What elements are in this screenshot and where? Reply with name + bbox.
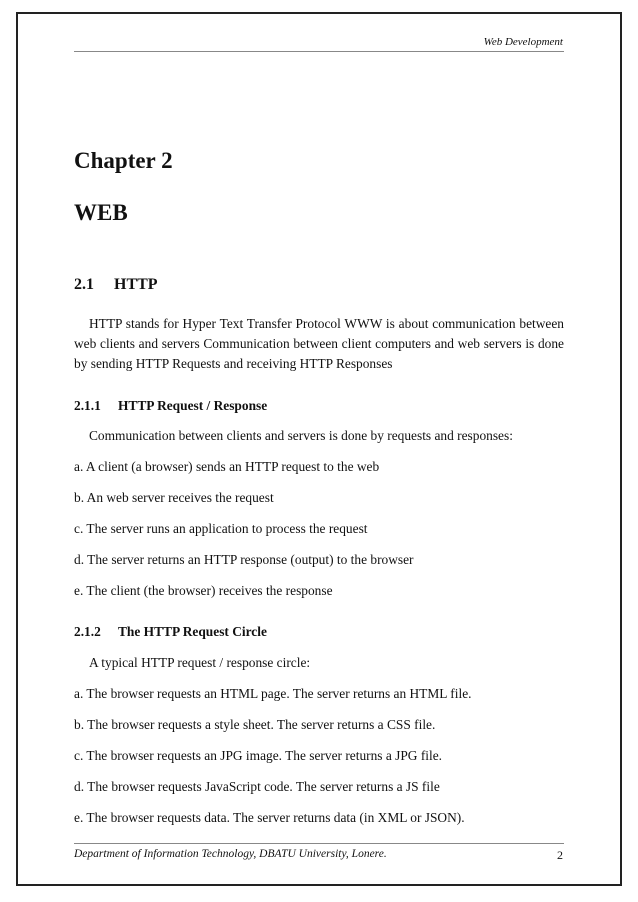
subsection-intro: Communication between clients and servers is done by requests and responses: <box>89 428 513 443</box>
subsection-title: The HTTP Request Circle <box>118 624 267 639</box>
header-rule <box>74 51 564 52</box>
footer-text: Department of Information Technology, DBATU University, Lonere. <box>74 848 387 860</box>
list-item: c. The server runs an application to process the request <box>74 521 368 536</box>
chapter-title: WEB <box>74 200 128 225</box>
chapter-label: Chapter 2 <box>74 148 173 173</box>
list-item: d. The browser requests JavaScript code. The server returns a JS file <box>74 779 440 794</box>
subsection-number: 2.1.2 <box>74 624 101 639</box>
subsection-heading-1 <box>74 398 267 414</box>
section-title: HTTP <box>114 276 158 293</box>
paragraph-text: HTTP stands for Hyper Text Transfer Protocol WWW is about communication between web clients and servers Communication between client computers and web servers is done by sending HTTP Requests and receiving HTTP Responses <box>74 316 564 371</box>
subsection-title: HTTP Request / Response <box>118 398 268 413</box>
running-header: Web Development <box>483 36 563 48</box>
list-item: a. The browser requests an HTML page. The server returns an HTML file. <box>74 686 472 701</box>
list-item: d. The server returns an HTTP response (output) to the browser <box>74 552 414 567</box>
footer-rule <box>74 843 564 844</box>
list-item: b. An web server receives the request <box>74 490 274 505</box>
section-number: 2.1 <box>74 276 94 293</box>
subsection-heading-2 <box>74 624 267 640</box>
list-item: b. The browser requests a style sheet. The server returns a CSS file. <box>74 717 436 732</box>
list-item: c. The browser requests an JPG image. The server returns a JPG file. <box>74 748 443 763</box>
subsection-number: 2.1.1 <box>74 398 101 413</box>
list-item: a. A client (a browser) sends an HTTP request to the web <box>74 459 380 474</box>
page-number: 2 <box>557 848 563 862</box>
section-paragraph <box>74 314 564 374</box>
subsection-intro: A typical HTTP request / response circle: <box>89 655 311 670</box>
section-heading <box>74 276 158 294</box>
list-item: e. The browser requests data. The server returns data (in XML or JSON). <box>74 810 465 825</box>
list-item: e. The client (the browser) receives the response <box>74 583 333 598</box>
